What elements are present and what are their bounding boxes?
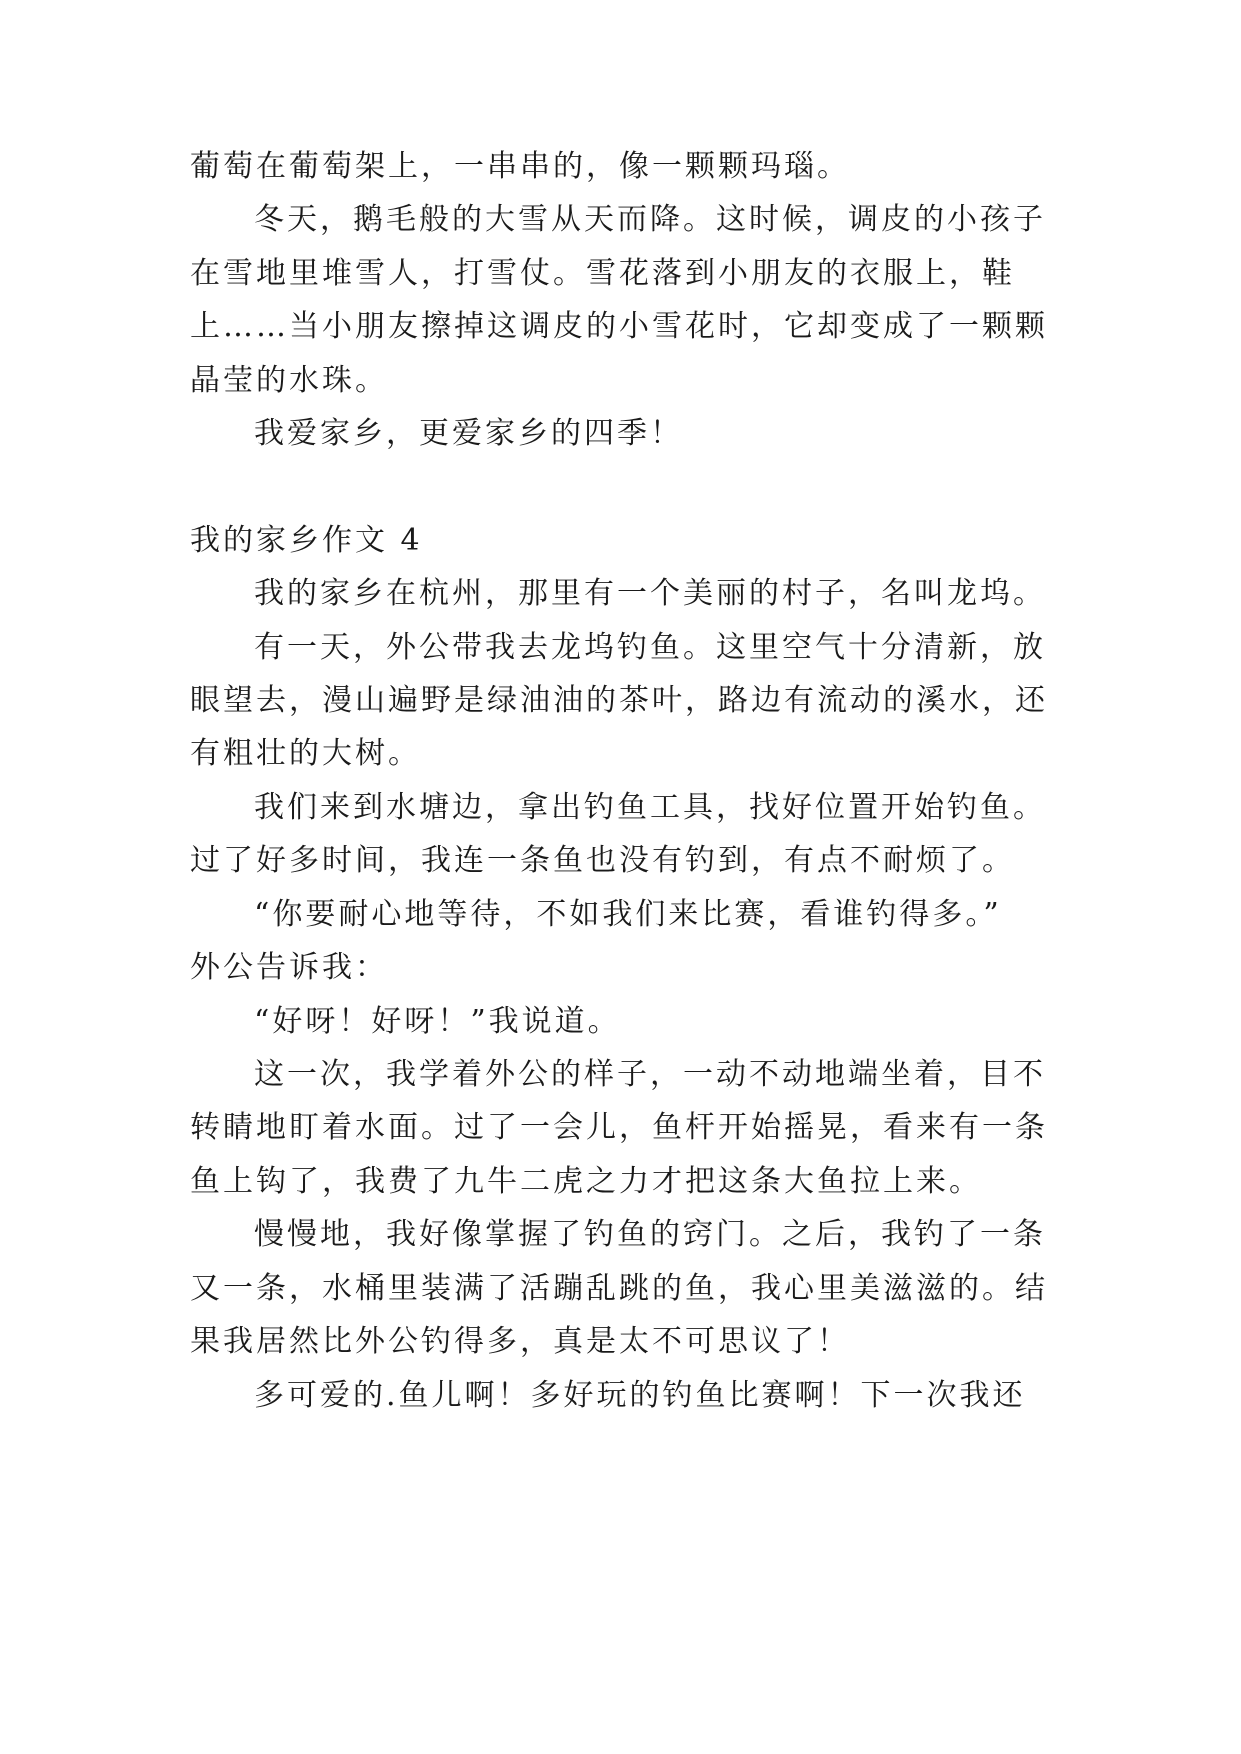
text-line: 冬天，鹅毛般的大雪从天而降。这时候，调皮的小孩子 <box>254 202 1046 237</box>
text-line: 眼望去，漫山遍野是绿油油的茶叶，路边有流动的溪水，还 <box>190 683 1048 718</box>
text-line: 慢慢地，我好像掌握了钓鱼的窍门。之后，我钓了一条 <box>254 1217 1046 1252</box>
text-line: 有一天，外公带我去龙坞钓鱼。这里空气十分清新，放 <box>254 630 1046 665</box>
text-line: 有粗壮的大树。 <box>190 736 421 771</box>
text-line: 葡萄在葡萄架上，一串串的，像一颗颗玛瑙。 <box>190 149 850 184</box>
text-line: 外公告诉我： <box>190 950 388 985</box>
text-line: 果我居然比外公钓得多，真是太不可思议了！ <box>190 1324 850 1359</box>
text-line: 我们来到水塘边，拿出钓鱼工具，找好位置开始钓鱼。 <box>254 790 1046 825</box>
text-line: 在雪地里堆雪人，打雪仗。雪花落到小朋友的衣服上，鞋 <box>190 256 1015 291</box>
text-line: “你要耐心地等待，不如我们来比赛，看谁钓得多。” <box>254 897 1002 932</box>
section-heading: 我的家乡作文 4 <box>190 523 423 558</box>
text-line: 晶莹的水珠。 <box>190 363 388 398</box>
text-line: 过了好多时间，我连一条鱼也没有钓到，有点不耐烦了。 <box>190 843 1015 878</box>
text-line: 上……当小朋友擦掉这调皮的小雪花时，它却变成了一颗颗 <box>190 309 1048 344</box>
text-line: “好呀！好呀！”我说道。 <box>254 1004 621 1039</box>
text-line: 这一次，我学着外公的样子，一动不动地端坐着，目不 <box>254 1057 1046 1092</box>
text-line: 我的家乡在杭州，那里有一个美丽的村子，名叫龙坞。 <box>254 576 1046 611</box>
text-line: 我爱家乡，更爱家乡的四季！ <box>254 416 683 451</box>
text-line: 转睛地盯着水面。过了一会儿，鱼杆开始摇晃，看来有一条 <box>190 1110 1048 1145</box>
text-line: 鱼上钩了，我费了九牛二虎之力才把这条大鱼拉上来。 <box>190 1164 982 1199</box>
text-line: 多可爱的.鱼儿啊！多好玩的钓鱼比赛啊！下一次我还 <box>254 1378 1026 1413</box>
text-line: 又一条，水桶里装满了活蹦乱跳的鱼，我心里美滋滋的。结 <box>190 1271 1048 1306</box>
